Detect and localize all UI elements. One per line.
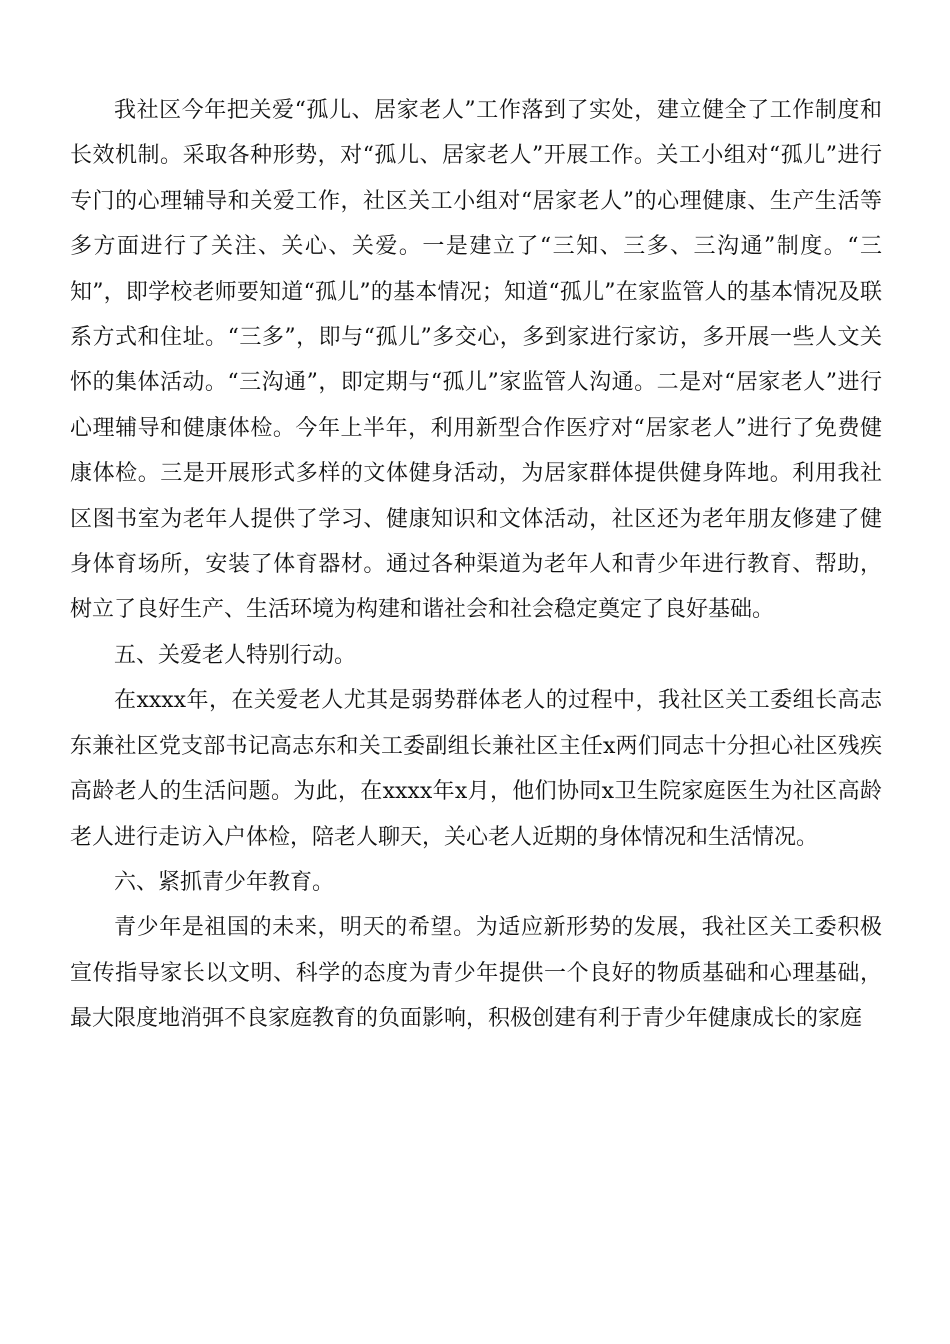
paragraph-elderly-visits: 在xxxx年，在关爱老人尤其是弱势群体老人的过程中，我社区关工委组长高志东兼社区党支部书记高志东和关工委副组长兼社区主任x两们同志十分担心社区残疾高龄老人的生活问题。为此，在xxxx年x月，他们协同x卫生院家庭医生为社区高龄老人进行走访入户体检，陪老人聊天，关心老人近期的身体情况和生活情况。 (70, 688, 882, 850)
document-body (70, 88, 882, 1042)
paragraph-care-orphans-elderly: 我社区今年把关爱“孤儿、居家老人”工作落到了实处，建立健全了工作制度和长效机制。采取各种形势，对“孤儿、居家老人”开展工作。关工小组对“孤儿”进行专门的心理辅导和关爱工作，社区关工小组对“居家老人”的心理健康、生产生活等多方面进行了关注、关心、关爱。一是建立了“三知、三多、三沟通”制度。“三知”，即学校老师要知道“孤儿”的基本情况；知道“孤儿”在家监管人的基本情况及联系方式和住址。“三多”，即与“孤儿”多交心，多到家进行家访，多开展一些人文关怀的集体活动。“三沟通”，即定期与“孤儿”家监管人沟通。二是对“居家老人”进行心理辅导和健康体检。今年上半年，利用新型合作医疗对“居家老人”进行了免费健康体检。三是开展形式多样的文体健身活动，为居家群体提供健身阵地。利用我社区图书室为老年人提供了学习、健康知识和文体活动，社区还为老年朋友修建了健身体育场所，安装了体育器材。通过各种渠道为老年人和青少年进行教育、帮助，树立了良好生产、生活环境为构建和谐社会和社会稳定奠定了良好基础。 (70, 98, 882, 623)
section-heading-youth-education: 六、紧抓青少年教育。 (114, 869, 335, 895)
paragraph-youth-education: 青少年是祖国的未来，明天的希望。为适应新形势的发展，我社区关工委积极宣传指导家长以文明、科学的态度为青少年提供一个良好的物质基础和心理基础，最大限度地消弭不良家庭教育的负面影响，积极创建有利于青少年健康成长的家庭 (70, 915, 882, 1032)
section-heading-elderly-action: 五、关爱老人特别行动。 (114, 642, 357, 668)
